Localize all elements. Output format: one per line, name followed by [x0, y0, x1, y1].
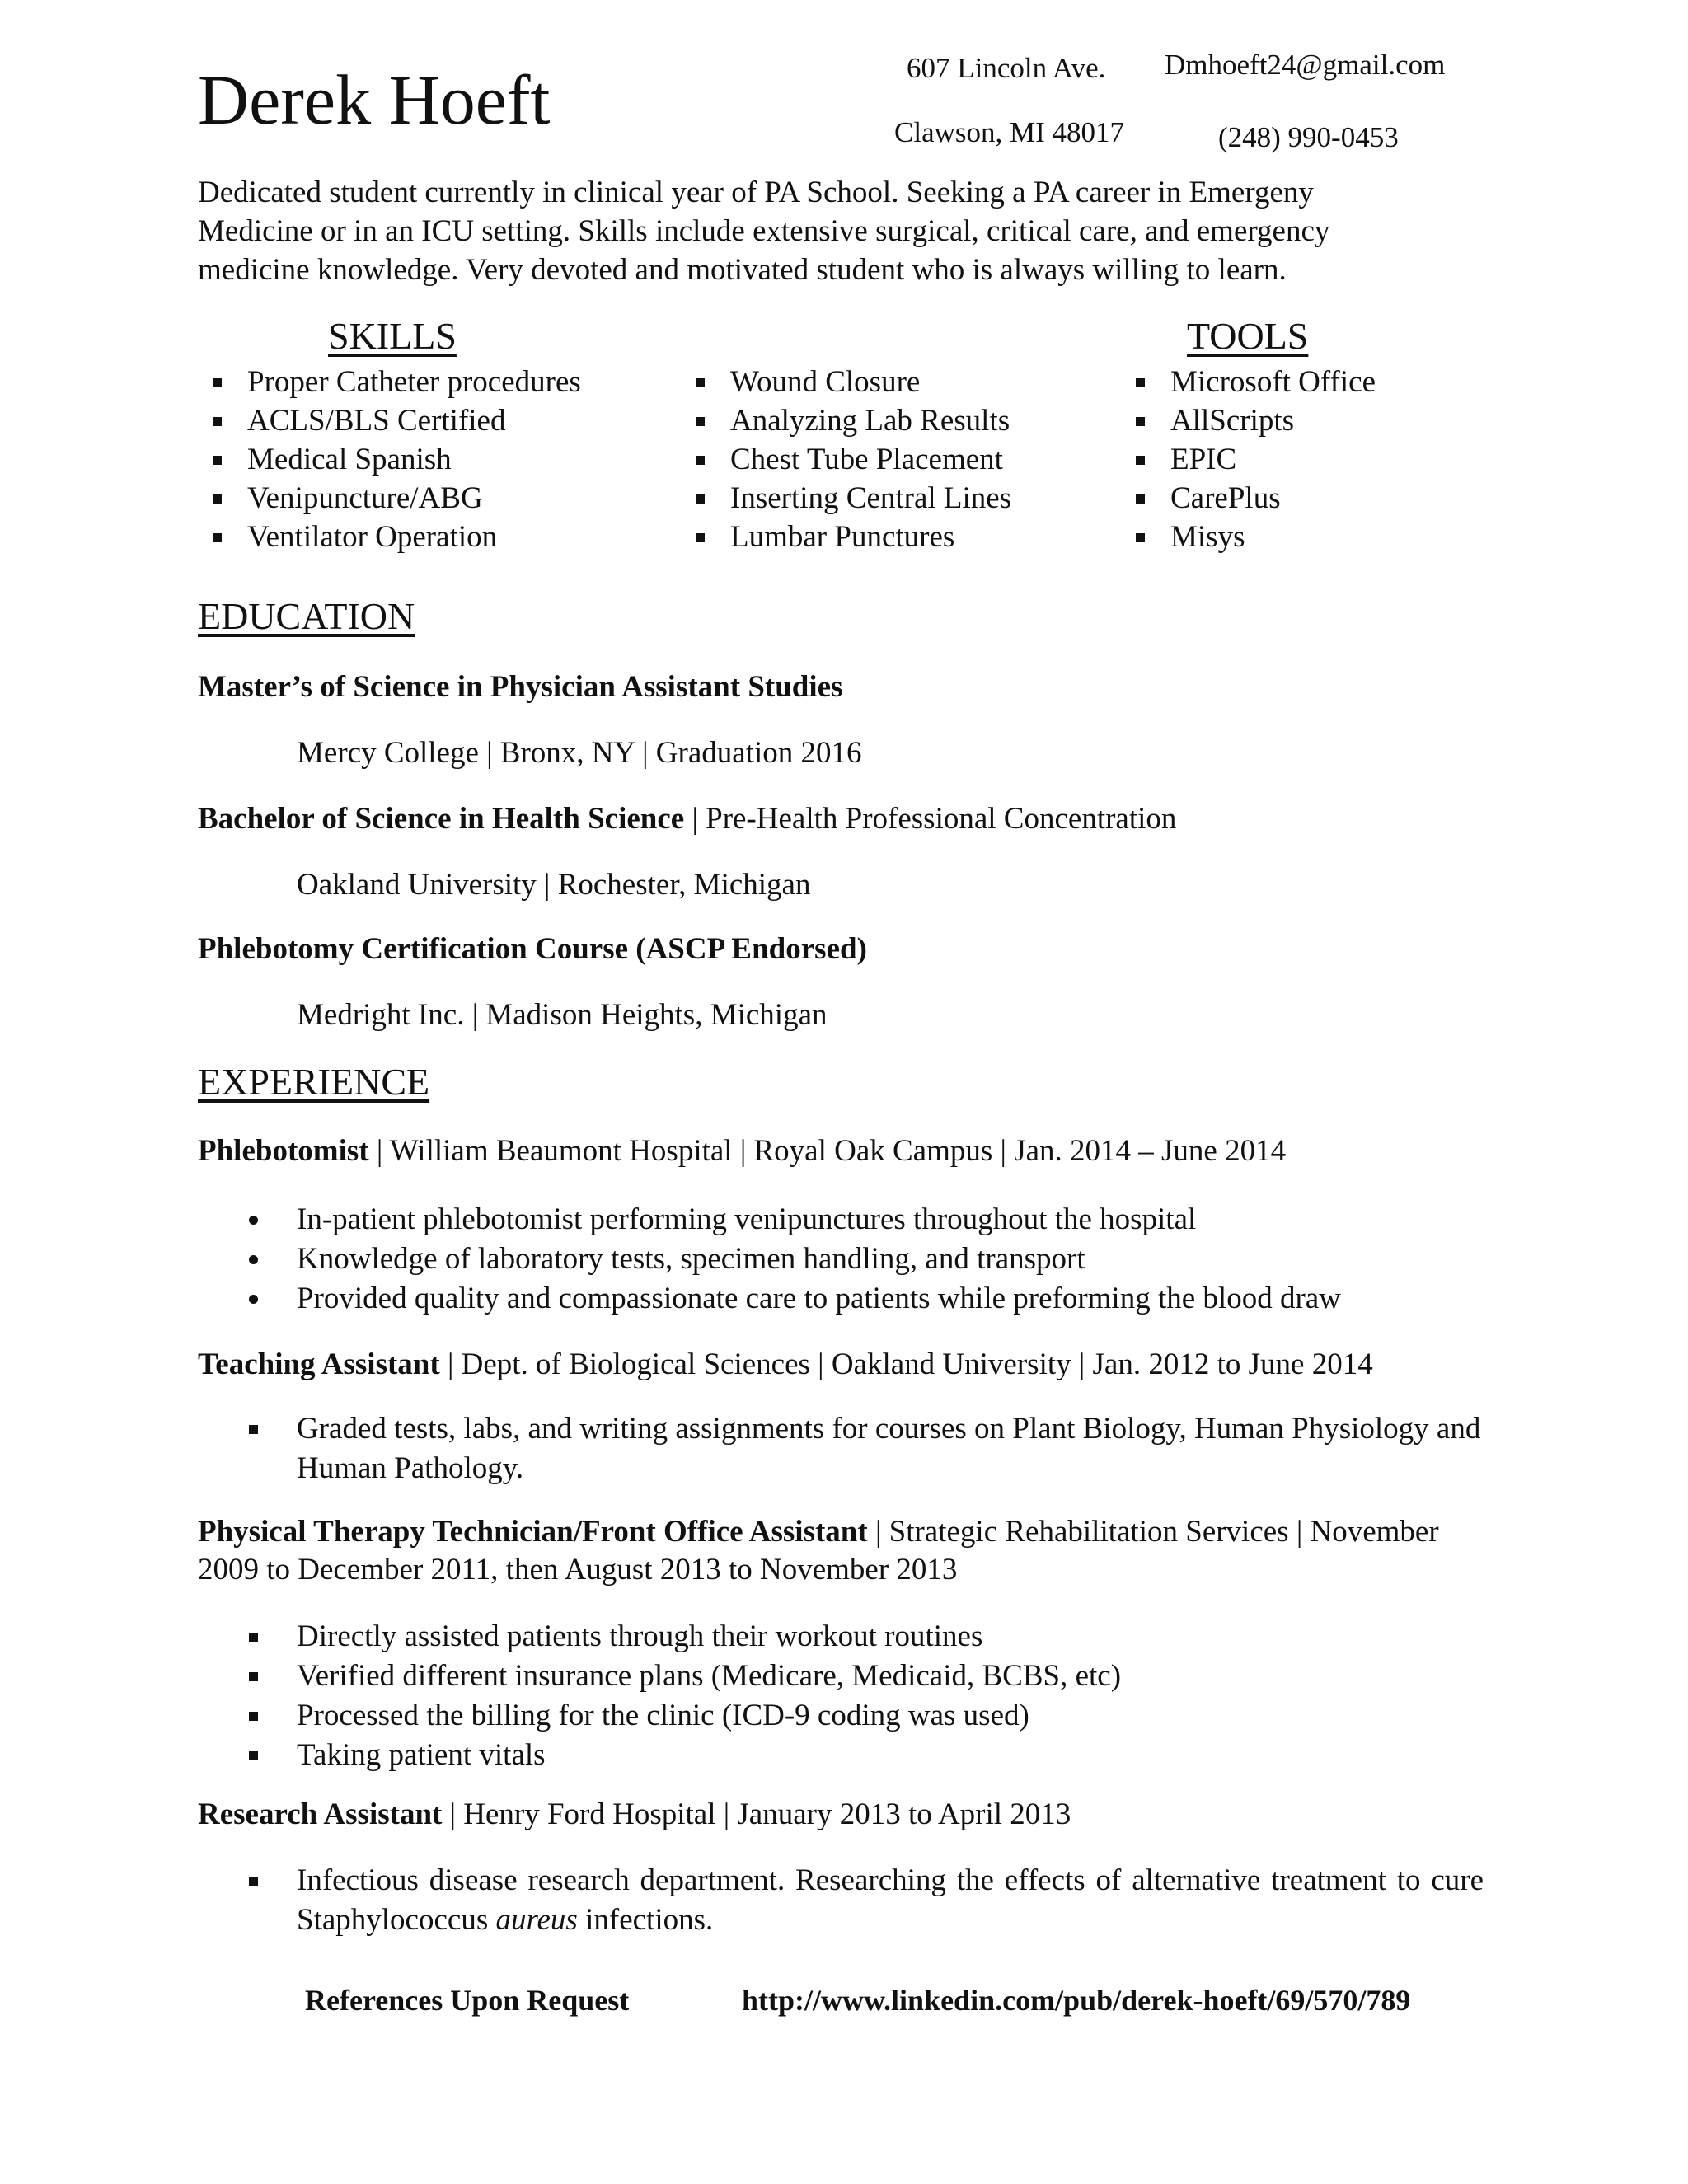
- job-details: | Dept. of Biological Sciences | Oakland University | Jan. 2012 to June 2014: [439, 1347, 1373, 1381]
- skill-item: Inserting Central Lines: [694, 479, 1011, 518]
- skills-list-column-2: [694, 363, 1011, 556]
- job-bullet: Graded tests, labs, and writing assignments for courses on Plant Biology, Human Physiology and Human Pathology.: [198, 1409, 1484, 1488]
- tools-heading: TOOLS: [1187, 315, 1309, 357]
- job-role: Physical Therapy Technician/Front Office Assistant: [198, 1515, 868, 1549]
- education-degree: Phlebotomy Certification Course (ASCP Endorsed): [198, 932, 867, 966]
- education-detail: Mercy College | Bronx, NY | Graduation 2016: [297, 736, 862, 770]
- education-heading: EDUCATION: [198, 595, 415, 637]
- job-details: | Henry Ford Hospital | January 2013 to April 2013: [442, 1797, 1071, 1831]
- skill-item: Analyzing Lab Results: [694, 401, 1011, 440]
- education-detail: Oakland University | Rochester, Michigan: [297, 868, 811, 902]
- job-heading: [198, 1347, 1373, 1383]
- skill-item: Venipuncture/ABG: [211, 479, 581, 518]
- experience-heading: EXPERIENCE: [198, 1061, 430, 1103]
- linkedin-link[interactable]: http://www.linkedin.com/pub/derek-hoeft/69/570/789: [742, 1984, 1411, 2017]
- tools-list: [1134, 363, 1376, 556]
- address-line-1: 607 Lincoln Ave.: [907, 52, 1106, 84]
- job-role: Teaching Assistant: [198, 1347, 440, 1381]
- education-degree: Bachelor of Science in Health Science: [198, 802, 685, 836]
- address-line-2: Clawson, MI 48017: [894, 116, 1125, 148]
- job-bullet-text: infections.: [577, 1903, 714, 1937]
- job-bullet: Provided quality and compassionate care to patients while preforming the blood draw: [198, 1279, 1341, 1319]
- job-bullet: Processed the billing for the clinic (ICD-9 coding was used): [198, 1696, 1121, 1736]
- job-bullet: [198, 1861, 1484, 1940]
- job-role: Research Assistant: [198, 1797, 443, 1831]
- tool-item: Misys: [1134, 518, 1376, 556]
- education-degree: Master’s of Science in Physician Assistant Studies: [198, 670, 843, 704]
- job-bullets: [198, 1861, 1484, 1940]
- job-bullet-text: Infectious disease research department. Researching the effects of alternative treatment to cure Staphylococcus: [297, 1863, 1484, 1937]
- education-concentration: | Pre-Health Professional Concentration: [684, 802, 1177, 836]
- profile-summary: Dedicated student currently in clinical year of PA School. Seeking a PA career in Emergeny Medicine or in an ICU setting. Skills include extensive surgical, critical care, and emergency medicine knowledge. Very devoted and motivated student who is always willing to learn.: [198, 176, 1330, 287]
- tool-item: CarePlus: [1134, 479, 1376, 518]
- job-bullet: Verified different insurance plans (Medicare, Medicaid, BCBS, etc): [198, 1657, 1121, 1696]
- job-bullet: Taking patient vitals: [198, 1736, 1121, 1775]
- skill-item: Medical Spanish: [211, 440, 581, 479]
- tool-item: Microsoft Office: [1134, 363, 1376, 401]
- job-bullet: In-patient phlebotomist performing venipunctures throughout the hospital: [198, 1200, 1341, 1240]
- skill-item: ACLS/BLS Certified: [211, 401, 581, 440]
- education-detail: Medright Inc. | Madison Heights, Michigan: [297, 998, 828, 1032]
- job-heading: [198, 1133, 1286, 1169]
- job-bullets: [198, 1409, 1484, 1488]
- job-role: Phlebotomist: [198, 1134, 369, 1168]
- skill-item: Chest Tube Placement: [694, 440, 1011, 479]
- tool-item: EPIC: [1134, 440, 1376, 479]
- skill-item: Ventilator Operation: [211, 518, 581, 556]
- references-note: References Upon Request: [305, 1984, 630, 2017]
- job-bullets: [198, 1200, 1341, 1319]
- job-bullets: [198, 1617, 1121, 1775]
- job-bullet: Directly assisted patients through their workout routines: [198, 1617, 1121, 1657]
- skill-item: Wound Closure: [694, 363, 1011, 401]
- email-address[interactable]: Dmhoeft24@gmail.com: [1165, 49, 1446, 81]
- skills-list-column-1: [211, 363, 581, 556]
- skill-item: Proper Catheter procedures: [211, 363, 581, 401]
- job-heading: [198, 1513, 1484, 1589]
- job-details: | William Beaumont Hospital | Royal Oak Campus | Jan. 2014 – June 2014: [368, 1134, 1287, 1168]
- tool-item: AllScripts: [1134, 401, 1376, 440]
- skill-item: Lumbar Punctures: [694, 518, 1011, 556]
- job-bullet: Knowledge of laboratory tests, specimen handling, and transport: [198, 1240, 1341, 1279]
- phone-number: (248) 990-0453: [1218, 121, 1399, 153]
- job-heading: [198, 1797, 1071, 1833]
- candidate-name: Derek Hoeft: [198, 60, 551, 139]
- education-entry-heading: [198, 801, 1176, 837]
- skills-heading: SKILLS: [328, 315, 457, 357]
- job-details: | Strategic Rehabilitation Services | November 2009 to December 2011, then August 2013 to November 2013: [198, 1515, 1439, 1586]
- job-bullet-italic: aureus: [495, 1903, 578, 1937]
